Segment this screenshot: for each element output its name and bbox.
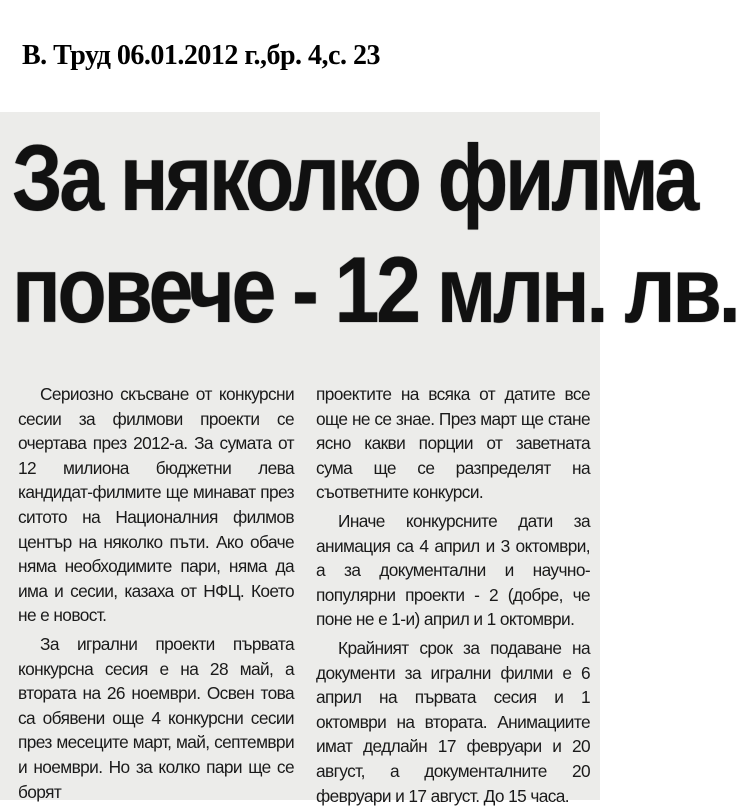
source-caption: В. Труд 06.01.2012 г.,бр. 4,с. 23 <box>22 40 380 71</box>
article-column-right <box>316 382 590 808</box>
paragraph-2-continued: проектите на всяка от датите все още не се знае. През март ще стане ясно какви порции от заветната сума ще се разпределят на съответните конкурси. <box>316 384 590 503</box>
headline-line-2: повече - 12 млн. лв. <box>12 237 738 342</box>
headline-line-1: За няколко филма <box>12 125 696 230</box>
article-column-left <box>18 382 294 804</box>
paragraph-3: Иначе конкурсните дати за анимация са 4 април и 3 октомври, а за документални и научно-популярни проекти - 2 (добре, че поне не е 1-и) април и 1 октомври. <box>316 510 590 630</box>
newspaper-clipping <box>0 112 738 806</box>
paragraph-2: За игрални проекти първата конкурсна сесия е на 28 май, а втората на 26 ноември. Освен това са обявени още 4 конкурсни сесии през месеците март, май, септември и ноември. Но за колко пари ще се борят <box>18 633 294 802</box>
paragraph-1: Сериозно скъсване от конкурсни сесии за филмови проекти се очертава през 2012-а. За сумата от 12 милиона бюджетни лева кандидат-филмите ще минават през ситото на Националния филмов център на няколко пъти. Ако обаче няма необходимите пари, няма да има и сесии, казаха от НФЦ. Което не е новост. <box>18 384 294 626</box>
article-headline <box>12 122 738 346</box>
paragraph-4: Крайният срок за подаване на документи за игрални филми е 6 април на първата сесия и 1 октомври на втората. Анимациите имат дедлайн 17 февруари и 20 август, а документалните 20 февруари и 17 август. До 15 часа. <box>316 637 590 806</box>
